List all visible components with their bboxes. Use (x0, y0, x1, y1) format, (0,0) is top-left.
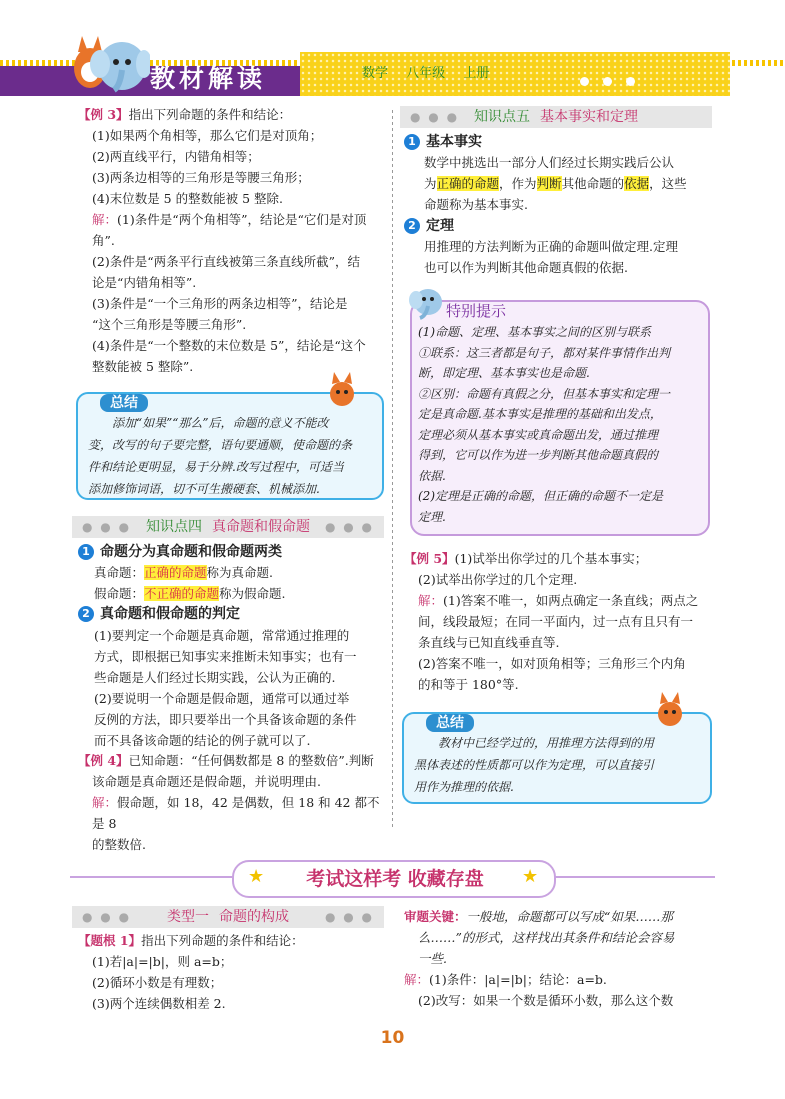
analysis-tag: 审题关键： (404, 909, 467, 924)
summary-1-text (88, 412, 374, 500)
kp5-subheading-2: 2 定理 (404, 216, 454, 236)
solution-line: “这个三角形是等腰三角形”. (92, 317, 247, 332)
example-4: 【例 4】已知命题：“任何偶数都是 8 的整数倍”.判断 该命题是真命题还是假命题，并说明理由. 解：假命题，如 18，42 是偶数，但 18 和 42 都不是 8 的整数倍. (78, 753, 380, 852)
summary-line: 添加“如果”“那么”后，命题的意义不能改 (112, 416, 329, 430)
star-icon: ★ (248, 866, 265, 887)
kp4-definitions: 真命题：正确的命题称为真命题. 假命题：不正确的命题称为假命题. (94, 565, 286, 601)
kp5-label: 知识点五 (474, 109, 530, 125)
fox-mascot-icon (322, 370, 362, 410)
highlight-correct-proposition: 正确的命题 (436, 176, 500, 191)
header-course-info (362, 65, 503, 83)
header-dots (580, 71, 649, 90)
type-1-label: 类型一 (167, 909, 209, 925)
solution-line: (3)条件是“一个三角形的两条边相等”，结论是 (92, 296, 348, 311)
header-grade: 八年级 (406, 66, 446, 81)
mascot-icon (70, 28, 150, 98)
highlight-judge: 判断 (536, 176, 562, 191)
fox-mascot-icon (650, 690, 690, 730)
solution-line: 论是“内错角相等”. (92, 275, 197, 290)
summary-2-text: 教材中已经学过的，用推理方法得到的用 黑体表述的性质都可以作为定理，可以直接引 用作为推理的依据. (414, 736, 655, 794)
summary-line: 添加修饰词语，切不可生搬硬套、机械添加. (88, 482, 320, 496)
highlight-incorrect: 不正确的命题 (144, 586, 220, 601)
summary-line: 件和结论更明显，易于分辨.改写过程中，可适当 (88, 460, 344, 474)
example-3-tag: 【例 3】 (78, 107, 129, 122)
solution-line: (4)条件是“一个整数的末位数是 5”，结论是“这个 (92, 338, 366, 353)
kp5-basic-facts-text: 数学中挑选出一部分人们经过长期实践后公认 为正确的命题，作为判断其他命题的依据，这些 命题称为基本事实. (424, 155, 687, 212)
knowledge-point-5-bar: ● ● ● 知识点五 基本事实和定理 (400, 106, 712, 128)
kp5-title: 基本事实和定理 (540, 109, 638, 125)
header-volume: 上册 (463, 66, 490, 81)
kp4-judgement-text: (1)要判定一个命题是真命题，常常通过推理的 方式，即根据已知事实来推断未知事实；也有一 些命题是人们经过长期实践，公认为正确的. (2)要说明一个命题是假命题，通常可以通过举 反例的方法，即只要举出一个具备该命题的条件 而不具备该命题的结论的例子就可以了. (94, 628, 357, 748)
type-1-bar: ● ● ● 类型一 命题的构成 ● ● ● (72, 906, 384, 928)
solution-line: (2)条件是“两条平行直线被第三条直线所截”，结 (92, 254, 360, 269)
solution-tag: 解： (92, 212, 118, 227)
solution-line: 整数能被 5 整除”. (92, 359, 194, 374)
example-3-item: (2)两直线平行，内错角相等； (92, 149, 260, 164)
kp4-title: 真命题和假命题 (212, 519, 310, 535)
example-3-item: (3)两条边相等的三角形是等腰三角形； (92, 170, 310, 185)
star-icon: ★ (522, 866, 539, 887)
solution-line: 角”. (92, 233, 115, 248)
column-divider (392, 110, 393, 830)
kp5-subheading-1: 1 基本事实 (404, 132, 482, 152)
example-3-item: (1)如果两个角相等，那么它们是对顶角； (92, 128, 323, 143)
analysis-block: 审题关键：一般地，命题都可以写成“如果……那 么……”的形式，这样找出其条件和结论会容易 一些. 解：(1)条件：|a|=|b|；结论：a=b. (2)改写：如果一个数是循环小数，那么这个数 (404, 909, 675, 1008)
example-4-tag: 【例 4】 (78, 753, 129, 768)
solution-line: (1)条件是“两个角相等”，结论是“它们是对顶 (117, 212, 367, 227)
page-number: 10 (380, 1028, 405, 1048)
exam-banner-title: 考试这样考 收藏存盘 (306, 868, 484, 890)
kp4-subheading-2: 2 真命题和假命题的判定 (78, 604, 240, 624)
question-root-tag: 【题根 1】 (78, 933, 142, 948)
example-5-tag: 【例 5】 (404, 551, 455, 566)
header-subject: 数学 (362, 66, 389, 81)
kp4-subheading-1: 1 命题分为真命题和假命题两类 (78, 542, 282, 562)
knowledge-point-4-bar: ● ● ● 知识点四 真命题和假命题 ● ● ● (72, 516, 384, 538)
example-3 (78, 104, 384, 377)
highlight-correct: 正确的命题 (144, 565, 207, 580)
example-5: 【例 5】(1)试举出你学过的几个基本事实； (2)试举出你学过的几个定理. 解：(1)答案不唯一，如两点确定一条直线；两点之 间，线段最短；在同一平面内，过一点有且只有一 条直线与已知直线垂直等. (2)答案不唯一，如对顶角相等；三角形三个内角 的和等于 180°等. (404, 551, 699, 692)
page-header (0, 0, 785, 100)
elephant-mascot-icon (408, 284, 450, 322)
kp4-label: 知识点四 (146, 519, 202, 535)
header-title: 教材解读 (150, 64, 267, 93)
summary-tag: 总结 (426, 714, 474, 732)
kp5-theorem-text: 用推理的方法判断为正确的命题叫做定理.定理 也可以作为判断其他命题真假的依据. (424, 239, 678, 275)
question-root-1: 【题根 1】指出下列命题的条件和结论： (1)若|a|=|b|，则 a=b； (2)循环小数是有理数； (3)两个连续偶数相差 2. (78, 933, 304, 1011)
summary-line: 变，改写的句子要完整，语句要通顺，使命题的条 (88, 438, 353, 452)
special-tip-text: (1)命题、定理、基本事实之间的区别与联系 ①联系：这三者都是句子，都对某件事情作出判 断，即定理、基本事实也是命题. ②区别：命题有真假之分，但基本事实和定理一 定是真命题.基本事实是推理的基础和出发点， 定理必须从基本事实或真命题出发，通过推理 得到，它可以作为进一步判断其他命题真假的 依据. (2)定理是正确的命题，但正确的命题不一定是 定理. (418, 325, 671, 524)
summary-tag: 总结 (100, 394, 148, 412)
example-3-item: (4)末位数是 5 的整数能被 5 整除. (92, 191, 283, 206)
highlight-basis: 依据 (624, 176, 650, 191)
example-3-prompt: 指出下列命题的条件和结论： (128, 107, 292, 122)
special-tip-tag: 特别提示 (446, 302, 507, 320)
type-1-title: 命题的构成 (219, 909, 289, 925)
exam-banner (70, 858, 715, 898)
